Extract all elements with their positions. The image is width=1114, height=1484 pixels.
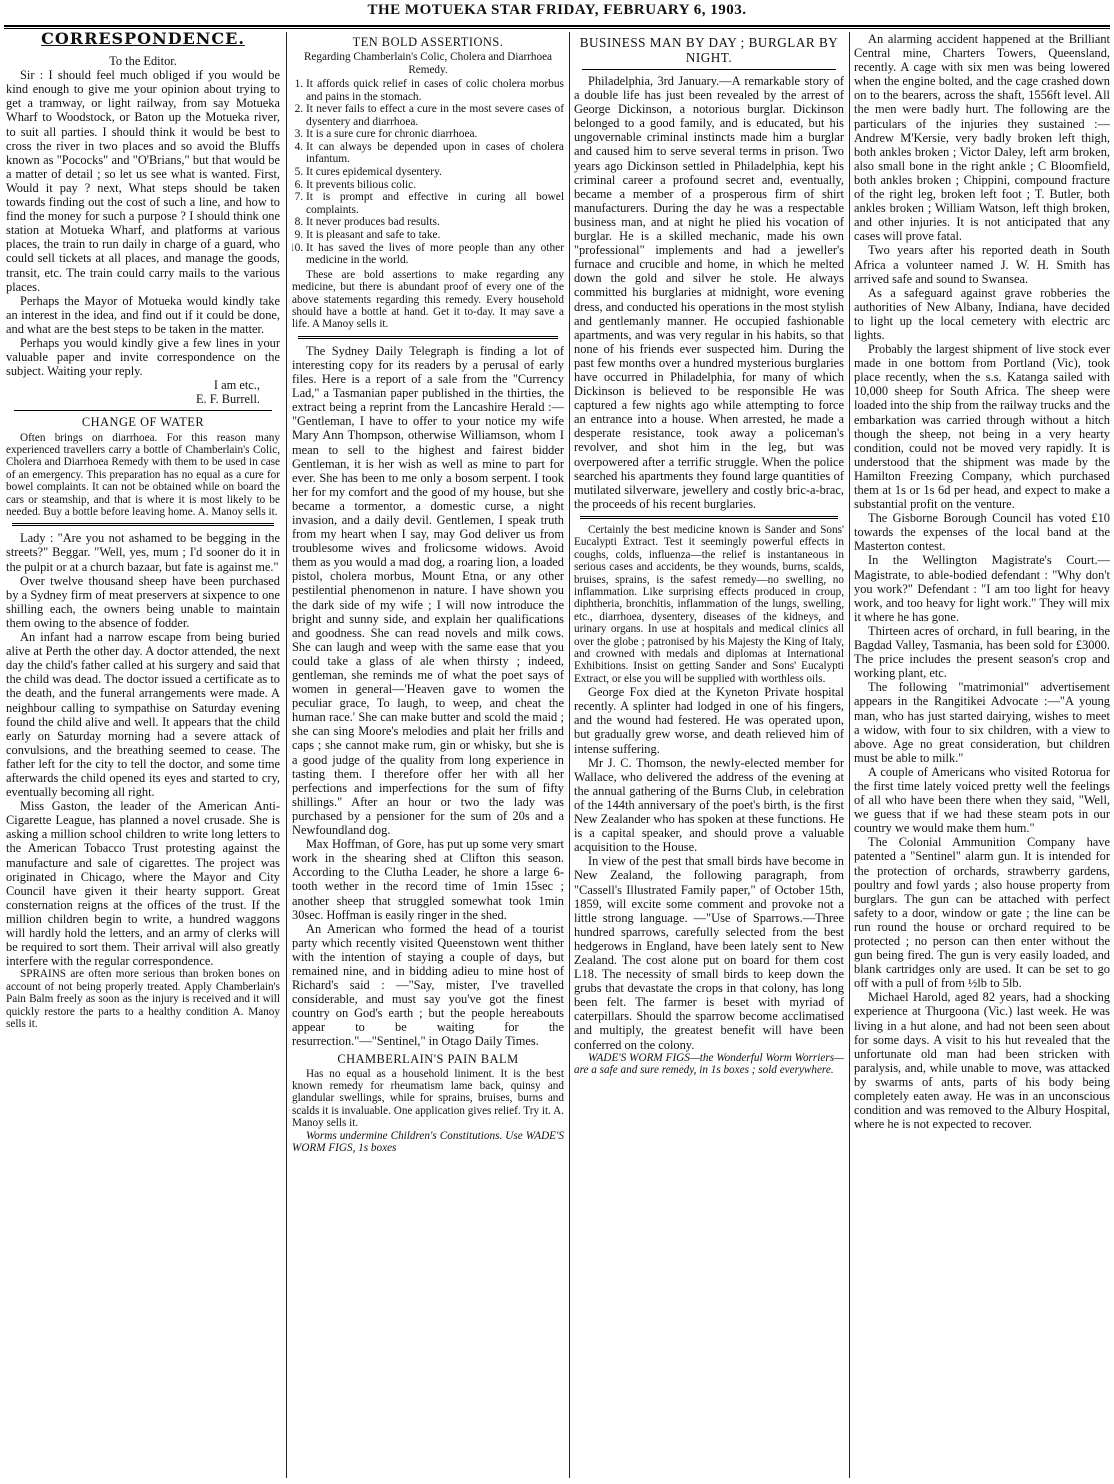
column-3 bbox=[574, 32, 844, 1478]
masthead: THE MOTUEKA STAR FRIDAY, FEBRUARY 6, 1903. bbox=[367, 2, 747, 18]
news-item: Two years after his reported death in South Africa a volunteer named J. W. H. Smith has arrived safe and sound to Swansea. bbox=[854, 243, 1110, 286]
news-item: Mr J. C. Thomson, the newly-elected member for Wallace, who delivered the address of the evening at the annual gathering of the Burns Club, in celebration of the 144th anniversary of the poet's birth, is the first New Zealander who has spoken at these functions. He is a capital speaker, and should prove a valuable acquisition to the House. bbox=[574, 755, 844, 855]
ad-heading: CHANGE OF WATER bbox=[81, 415, 205, 430]
worm-ad: Worms undermine Children's Constitutions. Use WADE'S WORM FIGS, 1s boxes bbox=[292, 1129, 564, 1155]
list-item: 7. It is prompt and effective in curing all bowel complaints. bbox=[306, 191, 564, 216]
assertions-list bbox=[292, 78, 564, 267]
news-item: An American who formed the head of a tourist party which recently visited Queenstown went thither with the intention of staying a couple of days, but remained nine, and in bidding adieu to mine host of Richard's said : —"Say, mister, I've travelled considerable, and must say you've got the finest country on God's earth ; but the people hereabouts appear to be waiting for the resurrection."—"Sentinel," in Otago Daily Times. bbox=[292, 921, 564, 1049]
divider bbox=[12, 523, 274, 526]
news-item: The Gisborne Borough Council has voted £10 towards the expenses of the local band at the Masterton contest. bbox=[854, 511, 1110, 554]
letter-signoff: I am etc., bbox=[213, 378, 260, 393]
column-divider bbox=[849, 32, 850, 1478]
news-item: As a safeguard against grave robberies the authorities of New Albany, Indiana, have decided to light up the local cemetery with electric arc lights. bbox=[854, 285, 1110, 342]
ad-text: Has no equal as a household liniment. It is the best known remedy for rheumatism lame back, quinsy and glandular swellings, while for sprains, bruises, burns and scalds it is invaluable. One application gives relief. Try it. A. Manoy sells it. bbox=[292, 1067, 564, 1130]
news-item: The following "matrimonial" advertisement appears in the Rangitikei Advocate :—"A young man, who has just started dairying, wishes to meet a widow, with four to six children, with a view to above. Age no great consideration, but children must be able to milk." bbox=[854, 680, 1110, 765]
list-item: 5. It cures epidemical dysentery. bbox=[306, 166, 564, 179]
news-item: An infant had a narrow escape from being buried alive at Perth the other day. A doctor attended, the next day the child's father called at his surgery and said that the child was dead. The doctor issued a certificate as to the death, and the funeral arrangements were made. A neighbour calling to sympathise on Saturday evening found the child alive and well. It appears that the child early on Saturday morning had a severe attack of convulsions, and the breathing seemed to cease. The father left for the city to tell the doctor, and some time afterwards the child opened its eyes and started to cry, eventually becoming all right. bbox=[6, 630, 280, 800]
burglar-heading: BUSINESS MAN BY DAY ; BURGLAR BY NIGHT. bbox=[579, 35, 839, 65]
ad-text: Often brings on diarrhoea. For this reason many experienced travellers carry a bottle of Chamberlain's Colic, Cholera and Diarrhoea Remedy with them to be used in case of an emergency. This preparation has no equal as a cure for bowel complaints. It can not be obtained while on board the cars or steamship, and that is where it is most likely to be needed. Buy a bottle before leaving home. A. Manoy sells it. bbox=[6, 431, 280, 518]
divider bbox=[14, 410, 272, 411]
assertions-heading: TEN BOLD ASSERTIONS. bbox=[352, 35, 504, 49]
list-item: 6. It prevents bilious colic. bbox=[306, 179, 564, 192]
divider bbox=[580, 516, 838, 519]
list-item: 9. It is pleasant and safe to take. bbox=[306, 229, 564, 242]
news-item: The Sydney Daily Telegraph is finding a lot of interesting copy for its readers by a perusal of early files. Here is a report of a sale from the "Currency Lad," a Tasmanian paper published in the thirties, the extract being a reprint from the Lancashire Herald :— "Gentleman, I have to offer to your notice my wife Mary Ann Thompson, otherwise Williamson, whom I mean to sell to the highest and fairest bidder Gentleman, it is her wish as well as mine to part for ever. She has been to me only a bosom serpent. I took her for my comfort and the good of my house, but she became a tormentor, a domestic curse, a night invasion, and a daily devil. Gentlemen, I speak truth from my heart when I say, may God deliver us from troublesome wives and frolicsome widows. Avoid them as you would a mad dog, a roaring lion, a loaded pistol, cholera morbus, Mount Etna, or any other pestilential phenomenon in nature. I have shown you the dark side of my wife ; I will now introduce the bright and sunny side, and explain her qualifications and goodness. She can read novels and milk cows. She can laugh and weep with the same ease that you could take a glass of ale when thirsty ; indeed, gentleman, she reminds me of what the poet says of women in general—'Heaven gave to women the peculiar grace, To laugh, to weep, and cheat the human race.' She can make butter and scold the maid ; she can sing Moore's melodies and plait her frills and caps ; she cannot make rum, gin or whisky, but she is a good judge of the quality from long experience in tasting them. I therefore offer her with all her perfections and imperfections for the sum of fifty shillings." After an hour or two the lady was purchased by a pensioner for the sum of 20s and a Newfoundland dog. bbox=[292, 343, 564, 838]
list-item: 4. It can always be depended upon in cases of cholera infantum. bbox=[306, 141, 564, 166]
news-item: The Colonial Ammunition Company have patented a "Sentinel" alarm gun. It is intended for the protection of orchards, strawberry gardens, poultry and fowl yards ; also house property from burglars. The gun can be attached with perfect safety to a door, window or gate ; the line can be run round the house or orchard required to be protected ; no person can then enter without the gun being fired. The gun is very easily loaded, and blank cartridges only are used. It can be set to go off with a pull of from ½lb to 5lb. bbox=[854, 835, 1110, 991]
news-item: Probably the largest shipment of live stock ever made in one bottom from Portland (Vic), took place recently, when the s.s. Katanga sailed with 10,000 sheep for South Africa. The sheep were loaded into the ship from the railway trucks and the embarkation was carried through without a hitch though the sheep, not being in a very hearty condition, could not be moved very rapidly. It is understood that the shipment was made by the Hamilton Freezing Company, which purchased them at 1s or 1s 6d per head, and expect to make a substantial profit on the venture. bbox=[854, 342, 1110, 512]
news-item: Over twelve thousand sheep have been purchased by a Sydney firm of meat preservers at sixpence to one shilling each, the owners being unable to maintain them owing to the absence of fodder. bbox=[6, 573, 280, 630]
news-item: An alarming accident happened at the Brilliant Central mine, Charters Towers, Queensland, recently. A cage with six men was being lowered when the engine bolted, and the cage crashed down on to the bearers, across the shaft, 1556ft level. All the men were badly hurt. The following are the particulars of the injuries they sustained :— Andrew M'Kersie, very badly broken left thigh, both ankles broken ; Victor Daley, left arm broken, also small bone in the right ankle ; C Bloomfield, both ankles broken ; Chippini, compound fracture of the right leg, broken left foot ; T. Butler, both ankles broken ; William Watson, left thigh broken, and other injuries. It is not anticipated that any cases will prove fatal. bbox=[854, 32, 1110, 244]
news-item: George Fox died at the Kyneton Private hospital recently. A splinter had lodged in one of his fingers, and the wound had festered. He was operated upon, but gradually grew worse, and death relieved him of intense suffering. bbox=[574, 685, 844, 756]
news-item: A couple of Americans who visited Rotorua for the first time lately voiced pretty well the feelings of all who have been there when they said, "Well, we guess that if we had these steam pots in our country we would make them hum." bbox=[854, 764, 1110, 836]
ad-text: Certainly the best medicine known is Sander and Sons' Eucalypti Extract. Test it seemingly powerful effects in coughs, colds, influenza—the relief is instantaneous in serious cases and accidents, be they wounds, burns, scalds, bruises, sprains, is the safest remedy—no swelling, no inflammation. Like surprising effects produced in croup, diphtheria, bronchitis, inflammation of the lungs, swelling, etc., diarrhoea, dysentery, diseases of the kidneys, and urinary organs. In use at hospitals and medical clinics all over the globe ; patronised by his Majesty the King of Italy, and crowned with medals and diplomas at International Exhibitions. Insist on getting Sander and Sons' Eucalypti Extract, or else you will be supplied with worthless oils. bbox=[574, 523, 844, 685]
news-item: Lady : "Are you not ashamed to be begging in the streets?" Beggar. "Well, yes, mum ; I'd sooner do it in the pulpit or at a church bazaar, but fate is against me." bbox=[6, 531, 280, 574]
salutation: To the Editor. bbox=[109, 54, 177, 69]
list-item: 3. It is a sure cure for chronic diarrhoea. bbox=[306, 128, 564, 141]
news-item: Max Hoffman, of Gore, has put up some very smart work in the shearing shed at Clifton this season. According to the Clutha Leader, he shore a large 6-tooth wether in the record time of 1min 15sec ; another sheep that struggled somewhat took 1min 30sec. Hoffman is easily ringer in the shed. bbox=[292, 837, 564, 922]
worm-ad: WADE'S WORM FIGS—the Wonderful Worm Worriers—are a safe and sure remedy, in 1s boxes ; sold everywhere. bbox=[574, 1051, 844, 1077]
letter-paragraph: Perhaps the Mayor of Motueka would kindly take an interest in the idea, and find out if it could be done, and what are the best steps to be taken in the matter. bbox=[6, 293, 280, 336]
ad-text: These are bold assertions to make regarding any medicine, but there is abundant proof of every one of the above statements regarding this remedy. Every household should have a bottle at hand. Get it to-day. It may save a life. A Manoy sells it. bbox=[292, 268, 564, 331]
column-divider bbox=[286, 32, 287, 1478]
ad-heading: CHAMBERLAIN'S PAIN BALM bbox=[337, 1051, 519, 1066]
masthead-rule bbox=[4, 25, 1110, 29]
letter-signature: E. F. Burrell. bbox=[195, 392, 260, 407]
news-item: Miss Gaston, the leader of the American Anti-Cigarette League, has planned a novel crusade. She is asking a million school children to write long letters to the American Tobacco Trust protesting against the manufacture and sale of cigarettes. The project was originated in Chicago, where the Mayor and City Council have given it their hearty support. Great consternation reigns at the offices of the trust. If the million children begin to write, a hundred waggons will hardly hold the letters, and an army of clerks will be required to sort them. Their arrival will also greatly interfere with the regular correspondence. bbox=[6, 799, 280, 969]
list-item: 1. It affords quick relief in cases of colic cholera morbus and pains in the stomach. bbox=[306, 78, 564, 103]
news-item: In view of the pest that small birds have become in New Zealand, the following paragraph, from "Cassell's Illustrated Family paper," of October 15th, 1859, will excite some comment and provoke not a little strong language. —"Use of Sparrows.—Three hundred sparrows, carefully selected from the best hedgerows in England, have been lately sent to New Zealand. The cost alone put on board for them cost L18. The necessity of small birds to keep down the grubs that devastate the crops in that colony, has long been felt. The farmer is beset with myriad of caterpillars. Should the sparrow become acclimatised and multiply, the greatest benefit will have been conferred on the colony. bbox=[574, 854, 844, 1052]
divider bbox=[582, 69, 836, 70]
letter-paragraph: Sir : I should feel much obliged if you would be kind enough to give me your opinion about trying to get a tramway, or light railway, from say Motueka Wharf to Woodstock, or Baton up the Motueka river, to suit all parties. I should think it would be best to cross the river in two places and so avoid the Bluffs known as "Pococks" and "O'Brians," but that would be a matter of detail ; so let us see what is wanted. First, Would it pay ? next, What steps should be taken towards finding out the cost of such a line, and how to find the money for such a purpose ? I should think one station at Motueka Wharf, and platforms at various places, the train to run daily in charge of a guard, who could sell tickets at all places, and manage the goods, transit, etc. The train could carry mails to the various places. bbox=[6, 68, 280, 294]
news-item: Philadelphia, 3rd January.—A remarkable story of a double life has just been revealed by the arrest of George Dickinson, a notorious burglar. Dickinson belonged to a good family, and is educated, but his ungovernable criminal instincts made him a burglar and caused him to serve several terms in prison. Two years ago Dickinson settled in Philadelphia, kept his criminal career a profound secret and, eventually, became a member of a prosperous firm of shirt manufacturers. During the day he was a respectable business man, and at night he plied his vocation of burglar. He is a skilled mechanic, made his own "professional" implements and had a jeweller's furnace and crucible and home, in which he melted down the gold and silver he stole. He always committed his burglaries at midnight, wore evening dress, and conducted his operations in the most stylish and gentlemanly manner. He occupied fashionable apartments, and was very regular in his habits, so that none of his friends ever suspected him. During the past few months over a hundred mysterious burglaries have occurred in Philadelphia, for many of which Dickinson is believed to be responsible He was captured a few nights ago while attempting to force an entrance into a house. When arrested, he made a desperate resistance, took away a policeman's revolver, and shot him in the leg, but was overpowered after a terrific struggle. When the police searched his apartments they found large quantities of mutilated silverware, jewellery and costly bric-a-brac, the proceeds of his recent burglaries. bbox=[574, 74, 844, 511]
list-item: 10. It has saved the lives of more people than any other medicine in the world. bbox=[306, 242, 564, 267]
news-item: Michael Harold, aged 82 years, had a shocking experience at Thurgoona (Vic.) last week. He was living in a hut alone, and had not been seen about for some days. A visit to his hut revealed that the unfortunate old man had been stricken with paralysis, and, while unable to move, was attacked by swarms of ants, parts of his body being completely eaten away. He was in an unconscious condition and was removed to the Albury Hospital, where he is not expected to recover. bbox=[854, 990, 1110, 1132]
column-divider bbox=[569, 32, 570, 1478]
column-4 bbox=[854, 32, 1110, 1478]
news-item: Thirteen acres of orchard, in full bearing, in the Bagdad Valley, Tasmania, has been sold for £3000. The price includes the present season's crop and working plant, etc. bbox=[854, 623, 1110, 681]
correspondence-heading: CORRESPONDENCE. bbox=[41, 32, 245, 48]
divider bbox=[298, 336, 558, 339]
assertions-intro: Regarding Chamberlain's Colic, Cholera and Diarrhoea Remedy. bbox=[303, 51, 553, 76]
ad-text: SPRAINS are often more serious than broken bones on account of not being properly treated. Apply Chamberlain's Pain Balm freely as soon as the injury is received and it will quickly restore the parts to a healthy condition A. Manoy sells it. bbox=[6, 968, 280, 1030]
column-1 bbox=[6, 32, 280, 1478]
list-item: 2. It never fails to effect a cure in the most severe cases of dysentery and diarrhoea. bbox=[306, 103, 564, 128]
column-2 bbox=[292, 32, 564, 1478]
list-item: 8. It never produces bad results. bbox=[306, 216, 564, 229]
news-item: In the Wellington Magistrate's Court.—Magistrate, to able-bodied defendant : "Why don't you work?" Defendant : "I am too light for heavy work, and too heavy for light work." They will mix it where he has gone. bbox=[854, 553, 1110, 624]
letter-paragraph: Perhaps you would kindly give a few lines in your valuable paper and invite correspondence on the subject. Waiting your reply. bbox=[6, 335, 280, 379]
